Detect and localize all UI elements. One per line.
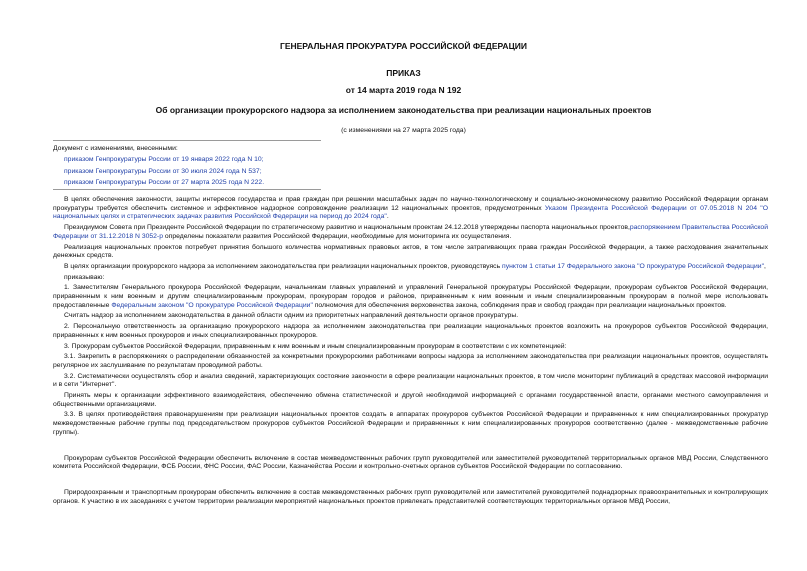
order-heading: ПРИКАЗ <box>386 68 421 78</box>
decree-204-link[interactable]: Указом Президента Российской Федерации от 07.05.2018 N 204 "О национальных целях и стратегических задачах развития Российской Федерации на период до 2024 года" <box>53 204 768 221</box>
changes-label: Документ с изменениями, внесенными: <box>53 145 178 152</box>
text-span: 1. Заместителям Генерального прокурора Российской Федерации, начальникам главных управлений и управлений Генеральной прокуратуры Российской Федерации, прокурорам субъектов Российской Федерации, приравненным к ним военным и другим специализированным прокурорам, прокурорам городов и районов, приравненным к ним военным и иным специализированным прокурорам в полной мере использовать предоставленные <box>53 284 768 309</box>
paragraph-item-2: 2. Персональную ответственность за организацию прокурорского надзора за исполнением законодательства при реализации национальных проектов возложить на прокуроров субъектов Российской Федерации, приравненных к ним военных прокуроров и иных специализированных прокуроров. <box>53 323 768 339</box>
paragraph-environmental-prosecutors: Природоохранным и транспортным прокурорам обеспечить включение в состав межведомственных рабочих групп руководителей или заместителей руководителей поднадзорных правоохранительных и контролирующих органов. К участию в их заседаниях с учетом территории реализации мероприятий национальных проектов привлекать представителей соответствующих территориальных органов МВД России, <box>53 488 768 505</box>
paragraph-order-word: приказываю: <box>64 273 105 281</box>
change-link-3[interactable]: приказом Генпрокуратуры России от 27 марта 2025 года N 222. <box>64 178 265 186</box>
paragraph-preamble-4 <box>53 263 768 272</box>
changes-top-rule <box>53 140 321 141</box>
paragraph-preamble-1 <box>53 196 768 222</box>
text-span: . <box>386 213 389 221</box>
change-link-1[interactable]: приказом Генпрокуратуры России от 19 января 2022 года N 10; <box>64 156 264 164</box>
text-span: полномочия для обеспечения верховенства закона, соблюдения прав и свобод граждан при реализации национальных проектов. <box>312 301 727 309</box>
order-title: Об организации прокурорского надзора за исполнением законодательства при реализации национальных проектов <box>155 105 652 115</box>
prosecution-law-article-link[interactable]: пунктом 1 статьи 17 Федерального закона "О прокуратуре Российской Федерации" <box>502 262 764 270</box>
paragraph-item-3-2: 3.2. Систематически осуществлять сбор и анализ сведений, характеризующих состояние законности в сфере реализации национальных проектов, в том числе мониторинг публикаций в средствах массовой информации и в сети "Интернет". <box>53 372 768 389</box>
paragraph-item-3-2-cooperation: Принять меры к организации эффективного взаимодействия, обеспечению обмена статистической и другой необходимой информацией с органами государственной власти, органами местного самоуправления и общественными организациями. <box>53 392 768 408</box>
paragraph-preamble-2 <box>53 224 768 241</box>
paragraph-preamble-3: Реализация национальных проектов потребует принятия большого количества нормативных правовых актов, в том числе затрагивающих права граждан Российской Федерации, а также расходования значительных денежных средств. <box>53 243 768 260</box>
paragraph-item-1-priority: Считать надзор за исполнением законодательства в данной области одним из приоритетных направлений деятельности органов прокуратуры. <box>64 312 519 320</box>
paragraph-item-3: 3. Прокурорам субъектов Российской Федерации, приравненным к ним военным и иным специализированным прокурорам в соответствии с их компетенцией: <box>64 342 567 350</box>
changes-bottom-rule <box>53 189 321 190</box>
order-date: от 14 марта 2019 года N 192 <box>345 85 462 95</box>
organization-heading: ГЕНЕРАЛЬНАЯ ПРОКУРАТУРА РОССИЙСКОЙ ФЕДЕРАЦИИ <box>280 41 527 51</box>
prosecution-law-link[interactable]: Федеральным законом "О прокуратуре Российской Федерации" <box>111 301 313 309</box>
text-span: определены показатели развития Российской Федерации, необходимые для мониторинга их осуществления. <box>162 232 512 240</box>
text-span: В целях обеспечения законности, защиты интересов государства и прав граждан при решении масштабных задач по научно-технологическому и социально-экономическому развитию Российской Федерации органам прокуратуры требуется обеспечить системное и эффективное надзорное сопровождение реализации 12 национальных проектов, предусмотренных <box>53 196 768 212</box>
paragraph-item-3-3: 3.3. В целях противодействия правонарушениям при реализации национальных проектов создать в аппаратах прокуроров субъектов Российской Федерации и приравненных к ним специализированных прокуратур межведомственные рабочие группы под председательством прокуроров субъектов Российской Федерации и приравненных к ним специализированных прокуроров соответственно (далее - межведомственные рабочие группы). <box>53 411 768 436</box>
government-order-link[interactable]: распоряжением Правительства Российской Федерации от 31.12.2018 N 3052-р <box>53 224 768 240</box>
change-link-2[interactable]: приказом Генпрокуратуры России от 30 июля 2024 года N 537; <box>64 167 262 175</box>
text-span: В целях организации прокурорского надзора за исполнением законодательства при реализации национальных проектов, руководствуясь <box>64 262 503 270</box>
paragraph-item-1 <box>53 284 768 310</box>
paragraph-item-3-1: 3.1. Закрепить в распоряжениях о распределении обязанностей за конкретными прокурорскими работниками вопросы надзора за исполнением законодательства при реализации национальных проектов, осуществлять регулярное их заслушивание по результатам проводимой работы. <box>53 353 768 369</box>
changes-box <box>53 140 321 190</box>
text-span: Президиумом Совета при Президенте Российской Федерации по стратегическому развитию и национальным проектам 24.12.2018 утверждены паспорта национальных проектов, <box>64 224 630 232</box>
edition-note: (с изменениями на 27 марта 2025 года) <box>341 127 466 134</box>
text-span: , <box>763 262 766 270</box>
paragraph-working-groups: Прокурорам субъектов Российской Федерации обеспечить включение в состав межведомственных рабочих групп руководителей или заместителей руководителей территориальных органов МВД России, Следственного комитета Российской Федерации, ФСБ России, ФНС России, ФАС России, Казначейства России и контрольно-счетных органов субъектов Российской Федерации по согласованию. <box>53 454 768 471</box>
order-body <box>53 196 768 506</box>
